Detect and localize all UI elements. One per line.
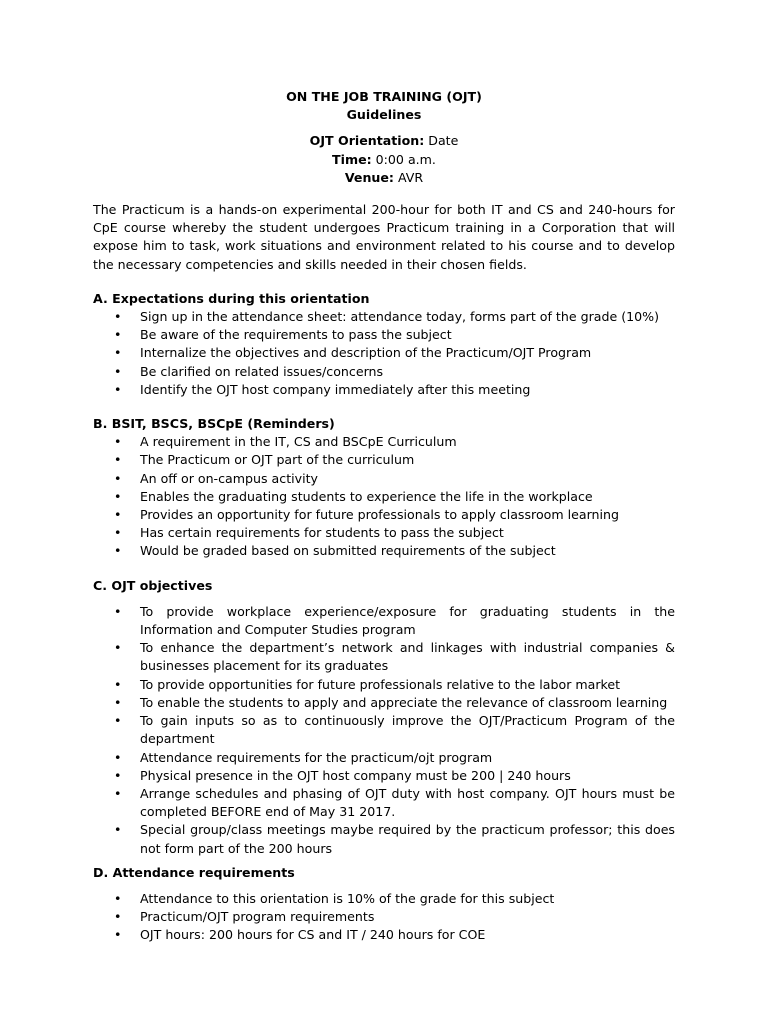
list-item: • Physical presence in the OJT host company must be 200 | 240 hours [93,767,675,785]
list-item: • To provide opportunities for future professionals relative to the labor market [93,676,675,694]
list-item: • Practicum/OJT program requirements [93,908,675,926]
section-list [93,890,675,945]
bullet-icon: • [114,785,122,801]
list-item: • To enhance the department’s network and linkages with industrial companies & businesses placement for its graduates [114,640,675,674]
time-label: Time: [332,151,372,167]
list-item: • The Practicum or OJT part of the curriculum [93,451,675,469]
bullet-icon: • [114,822,122,838]
bullet-icon: • [114,452,122,468]
list-item: • Provides an opportunity for future professionals to apply classroom learning [93,506,675,524]
bullet-icon: • [114,363,122,379]
bullet-icon: • [114,890,122,906]
bullet-icon: • [114,676,122,692]
bullet-icon: • [114,327,122,343]
bullet-icon: • [114,713,122,729]
bullet-icon: • [114,507,122,523]
list-item: • Internalize the objectives and description of the Practicum/OJT Program [93,344,675,362]
orientation-line [93,132,675,150]
section-list [93,603,675,858]
bullet-icon: • [114,381,122,397]
list-item: • Identify the OJT host company immediately after this meeting [93,381,675,399]
list-item: • Arrange schedules and phasing of OJT duty with host company. OJT hours must be completed BEFORE end of May 31 2017. [114,785,675,820]
bullet-icon: • [114,767,122,783]
bullet-icon: • [114,309,122,325]
list-item: • To gain inputs so as to continuously improve the OJT/Practicum Program of the department [114,713,675,747]
intro-paragraph: The Practicum is a hands-on experimental 200-hour for both IT and CS and 240-hours for CpE course whereby the student undergoes Practicum training in a Corporation that will expose him to task, work situations and environment related to his course and to develop the necessary competencies and skills needed in their chosen fields. [93,202,675,272]
list-item: • Special group/class meetings maybe required by the practicum professor; this does not form part of the 200 hours [114,822,675,856]
list-item: • OJT hours: 200 hours for CS and IT / 240 hours for COE [93,926,675,944]
list-item: • Would be graded based on submitted requirements of the subject [93,542,675,560]
bullet-icon: • [114,525,122,541]
bullet-icon: • [114,603,122,619]
bullet-icon: • [114,543,122,559]
bullet-icon: • [114,488,122,504]
bullet-icon: • [114,749,122,765]
section-heading: B. BSIT, BSCS, BSCpE (Reminders) [93,416,335,432]
list-item: • Sign up in the attendance sheet: attendance today, forms part of the grade (10%) [93,308,675,326]
list-item: • Enables the graduating students to experience the life in the workplace [93,488,675,506]
bullet-icon: • [114,434,122,450]
bullet-icon: • [114,470,122,486]
bullet-icon: • [114,640,122,656]
list-item: • To provide workplace experience/exposure for graduating students in the Information and Computer Studies program [114,603,675,638]
orientation-label: OJT Orientation: [309,133,425,149]
bullet-icon: • [114,909,122,925]
document-subtitle: Guidelines [346,107,422,123]
section-heading: A. Expectations during this orientation [93,290,370,306]
bullet-icon: • [114,694,122,710]
orientation-value: Date [424,133,459,149]
list-item: • Be aware of the requirements to pass the subject [93,326,675,344]
venue-line [93,169,675,187]
list-item: • An off or on-campus activity [93,470,675,488]
list-item: • Has certain requirements for students to pass the subject [93,524,675,542]
time-line [93,151,675,169]
list-item: • Be clarified on related issues/concerns [93,363,675,381]
section-list [93,433,675,560]
list-item: • A requirement in the IT, CS and BSCpE Curriculum [93,433,675,451]
list-item: • Attendance requirements for the practicum/ojt program [93,749,675,767]
time-value: 0:00 a.m. [371,151,436,167]
list-item: • To enable the students to apply and appreciate the relevance of classroom learning [93,694,675,712]
venue-value: AVR [393,169,424,185]
bullet-icon: • [114,927,122,943]
venue-label: Venue: [344,169,394,185]
list-item: • Attendance to this orientation is 10% of the grade for this subject [93,890,675,908]
section-heading: C. OJT objectives [93,577,213,593]
document-body [93,88,675,945]
bullet-icon: • [114,345,122,361]
section-heading: D. Attendance requirements [93,864,295,880]
document-title: ON THE JOB TRAINING (OJT) [286,89,482,104]
section-list [93,308,675,399]
